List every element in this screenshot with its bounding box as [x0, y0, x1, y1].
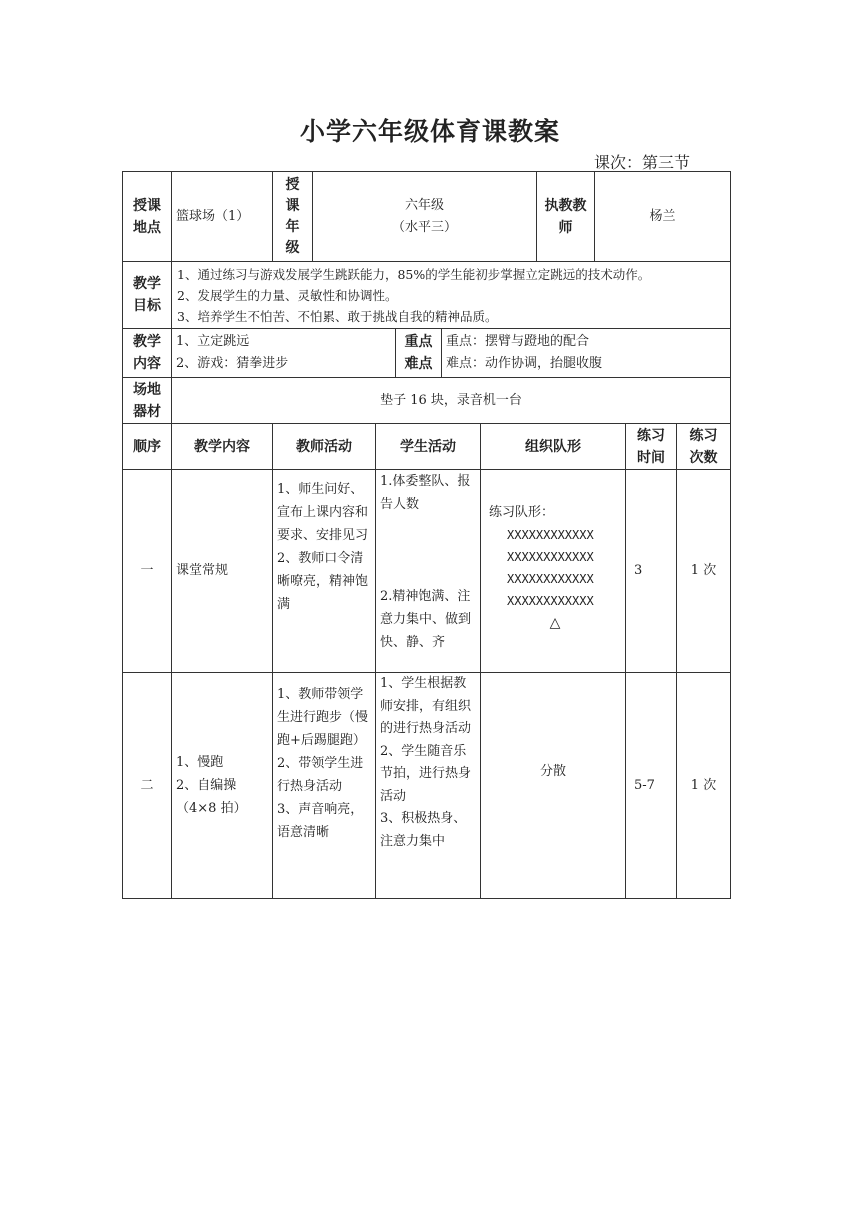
- student-activity-part: 2.精神饱满、注意力集中、做到快、静、齐: [380, 589, 472, 650]
- equipment-value: 垫子 16 块，录音机一台: [172, 378, 731, 424]
- difficulty-point: 难点：动作协调，抬腿收腹: [446, 356, 603, 371]
- lesson-number: 课次：第三节: [594, 153, 691, 172]
- row-formation: [481, 470, 626, 673]
- row-student-activity: 1、学生根据教师安排，有组织的进行热身活动 2、学生随音乐节拍，进行热身活动 3、积极热身、注意力集中: [376, 673, 481, 899]
- col-count: 练习次数: [677, 424, 731, 470]
- row-time: 5-7: [626, 673, 677, 899]
- goal-item: 1、通过练习与游戏发展学生跳跃能力，85%的学生能初步掌握立定跳远的技术动作。: [177, 266, 651, 282]
- formation-line: XXXXXXXXXXXX: [507, 572, 594, 586]
- content-item: 1、立定跳远: [176, 334, 250, 349]
- goals-label: 教学目标: [123, 262, 172, 329]
- formation-line: XXXXXXXXXXXX: [507, 550, 594, 564]
- key-difficulty-label: 重点难点: [396, 329, 442, 378]
- teacher-position-icon: △: [549, 615, 561, 631]
- goals-list: [172, 262, 731, 329]
- col-time: 练习时间: [626, 424, 677, 470]
- schedule-header-row: [123, 424, 731, 470]
- col-order: 顺序: [123, 424, 172, 470]
- row-count: 1 次: [677, 673, 731, 899]
- schedule-table: [122, 423, 731, 899]
- content-table: [122, 328, 731, 378]
- grade-label: 授 课 年 级: [273, 172, 313, 262]
- formation-label: 练习队形：: [489, 505, 555, 520]
- row-order: 一: [123, 470, 172, 673]
- key-difficulty-values: [442, 329, 731, 378]
- row-formation: 分散: [481, 673, 626, 899]
- row-time: 3: [626, 470, 677, 673]
- teacher-label: 执教教师: [537, 172, 595, 262]
- grade-value: [313, 172, 537, 262]
- content-label: 教学内容: [123, 329, 172, 378]
- grade-value-line1: 六年级: [404, 197, 444, 213]
- place-label: 授课地点: [123, 172, 172, 262]
- col-student: 学生活动: [376, 424, 481, 470]
- formation-line: XXXXXXXXXXXX: [507, 528, 594, 542]
- row-student-activity: [376, 470, 481, 673]
- col-content: 教学内容: [172, 424, 273, 470]
- grade-value-line2: （水平三）: [391, 219, 457, 235]
- lesson-info-table: [122, 171, 731, 262]
- col-teacher: 教师活动: [273, 424, 376, 470]
- page-title: 小学六年级体育课教案: [299, 117, 560, 146]
- goals-table: [122, 261, 731, 329]
- key-point: 重点：摆臂与蹬地的配合: [446, 334, 590, 349]
- table-row: [123, 470, 731, 673]
- teacher-value: 杨兰: [595, 172, 731, 262]
- col-formation: 组织队形: [481, 424, 626, 470]
- equipment-label: 场地器材: [123, 378, 172, 424]
- content-list: [172, 329, 396, 378]
- row-order: 二: [123, 673, 172, 899]
- row-count: 1 次: [677, 470, 731, 673]
- goal-item: 2、发展学生的力量、灵敏性和协调性。: [177, 287, 398, 303]
- row-content: 课堂常规: [172, 470, 273, 673]
- formation-line: XXXXXXXXXXXX: [507, 594, 594, 608]
- table-row: [123, 673, 731, 899]
- goal-item: 3、培养学生不怕苦、不怕累、敢于挑战自我的精神品质。: [177, 308, 498, 324]
- student-activity-part: 1.体委整队、报告人数: [380, 474, 471, 512]
- equipment-table: [122, 377, 731, 424]
- place-value: 篮球场（1）: [172, 172, 273, 262]
- row-content: 1、慢跑 2、自编操 （4×8 拍）: [172, 673, 273, 899]
- row-teacher-activity: 1、教师带领学生进行跑步（慢跑+后踢腿跑） 2、带领学生进行热身活动 3、声音响亮，语意清晰: [273, 673, 376, 899]
- content-item: 2、游戏：猜拳进步: [176, 356, 289, 371]
- row-teacher-activity: 1、师生问好、宣布上课内容和要求、安排见习 2、教师口令清晰嘹亮，精神饱满: [273, 470, 376, 673]
